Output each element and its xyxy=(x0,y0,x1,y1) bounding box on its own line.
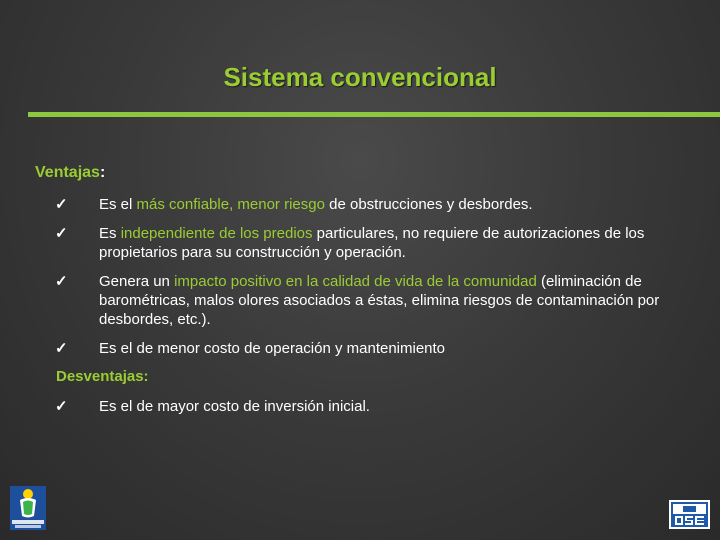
text-segment: de obstrucciones y desbordes. xyxy=(324,196,533,213)
text-segment: Es el xyxy=(99,196,137,213)
checkmark-icon: ✓ xyxy=(55,196,68,213)
text-segment: Es xyxy=(99,225,121,242)
desventajas-label: Desventajas: xyxy=(56,368,149,385)
desventaja-text xyxy=(99,397,699,416)
checkmark-icon: ✓ xyxy=(55,273,68,290)
title-divider xyxy=(28,112,720,117)
ventajas-label: Ventajas xyxy=(35,164,100,181)
consejo-canario-logo xyxy=(10,486,46,530)
text-segment: Es el de mayor costo de inversión inicial. xyxy=(99,398,370,415)
text-segment: particulares, no requiere de autorizaciones de los propietarios para su construcción y operación. xyxy=(99,225,645,261)
highlight-segment: impacto positivo en la calidad de vida de la comunidad xyxy=(174,273,537,290)
ventaja-text xyxy=(99,224,699,262)
highlight-segment: más confiable, menor riesgo xyxy=(136,196,325,213)
text-segment: Es el de menor costo de operación y mantenimiento xyxy=(99,340,446,357)
ose-logo xyxy=(669,500,710,529)
checkmark-icon: ✓ xyxy=(55,398,68,415)
checkmark-icon: ✓ xyxy=(55,340,68,357)
text-segment: (eliminación de barométricas, malos olores asociados a éstas, elimina riesgos de contaminación por desbordes, etc.). xyxy=(99,273,660,328)
ventaja-text xyxy=(99,195,699,214)
ventaja-text xyxy=(99,272,699,329)
ventajas-colon: : xyxy=(99,164,106,181)
ventajas-heading xyxy=(35,164,105,182)
desventajas-heading xyxy=(56,368,149,385)
text-segment: Genera un xyxy=(99,273,175,290)
slide-title: Sistema convencional xyxy=(223,62,497,92)
checkmark-icon: ✓ xyxy=(55,225,68,242)
ventaja-text xyxy=(99,339,699,358)
highlight-segment: independiente de los predios xyxy=(120,225,313,242)
